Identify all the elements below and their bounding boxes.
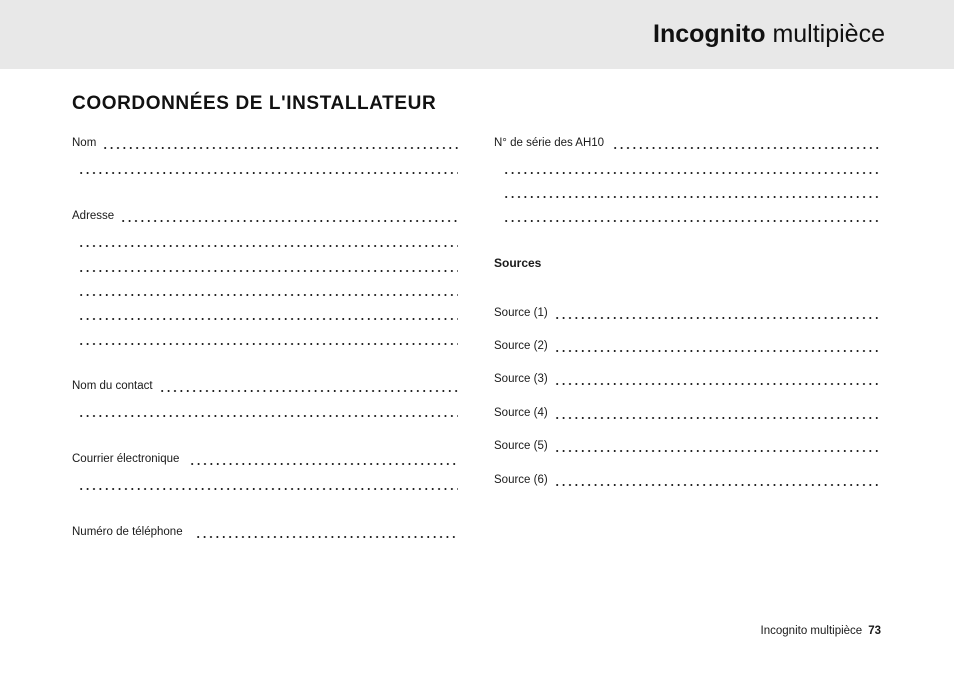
field-nom-line-2[interactable] (78, 159, 458, 175)
fill-line (78, 318, 458, 320)
field-courrier-label: Courrier électronique (72, 453, 180, 465)
fill-line (78, 294, 458, 296)
fill-line (554, 383, 880, 385)
field-source-label: Source (6) (494, 474, 548, 486)
field-adresse-line-3[interactable] (78, 257, 458, 273)
header-brand: Incognito (653, 20, 766, 48)
fill-line (554, 450, 880, 452)
header-title (653, 19, 885, 49)
fill-line (554, 484, 880, 486)
field-source-6[interactable] (494, 471, 880, 487)
fill-line (78, 343, 458, 345)
fill-line (554, 417, 880, 419)
fill-line (189, 463, 458, 465)
field-nom-contact[interactable] (72, 377, 458, 393)
field-source-4[interactable] (494, 404, 880, 420)
field-telephone-label: Numéro de téléphone (72, 526, 183, 538)
field-adresse-line-2[interactable] (78, 232, 458, 248)
field-source-label: Source (3) (494, 373, 548, 385)
fill-line (78, 270, 458, 272)
field-serie[interactable] (494, 134, 880, 150)
header-subtitle: multipièce (772, 20, 885, 48)
fill-line (503, 220, 880, 222)
field-serie-line-4[interactable] (503, 207, 880, 223)
field-source-1[interactable] (494, 304, 880, 320)
field-serie-line-2[interactable] (503, 159, 880, 175)
fill-line (612, 147, 880, 149)
field-source-label: Source (1) (494, 307, 548, 319)
page-footer (761, 624, 881, 638)
field-adresse-line-4[interactable] (78, 281, 458, 297)
fill-line (102, 147, 458, 149)
field-nom-contact-label: Nom du contact (72, 380, 153, 392)
fill-line (78, 172, 458, 174)
fill-line (195, 536, 458, 538)
field-adresse-line-5[interactable] (78, 305, 458, 321)
fill-line (120, 220, 458, 222)
fill-line (78, 415, 458, 417)
field-source-label: Source (2) (494, 340, 548, 352)
field-nom-label: Nom (72, 137, 97, 149)
page-header (0, 0, 954, 69)
field-source-3[interactable] (494, 370, 880, 386)
field-source-label: Source (4) (494, 407, 548, 419)
field-adresse-line-6[interactable] (78, 330, 458, 346)
fill-line (78, 488, 458, 490)
field-source-2[interactable] (494, 337, 880, 353)
field-source-label: Source (5) (494, 440, 548, 452)
field-adresse-label: Adresse (72, 210, 115, 222)
fill-line (503, 196, 880, 198)
fill-line (78, 245, 458, 247)
field-nom-contact-line-2[interactable] (78, 402, 458, 418)
field-courrier-line-2[interactable] (78, 475, 458, 491)
sources-heading: Sources (494, 256, 542, 270)
footer-label: Incognito multipièce (760, 625, 863, 637)
field-adresse[interactable] (72, 207, 458, 223)
field-telephone[interactable] (72, 523, 458, 539)
fill-line (503, 172, 880, 174)
field-source-5[interactable] (494, 437, 880, 453)
fill-line (554, 317, 880, 319)
section-title: COORDONNÉES DE L'INSTALLATEUR (72, 93, 437, 114)
field-serie-line-3[interactable] (503, 183, 880, 199)
page-number: 73 (868, 625, 881, 637)
field-courrier[interactable] (72, 450, 458, 466)
fill-line (554, 350, 880, 352)
fill-line (159, 390, 458, 392)
field-nom[interactable] (72, 134, 458, 150)
field-serie-label: N° de série des AH10 (494, 137, 605, 149)
